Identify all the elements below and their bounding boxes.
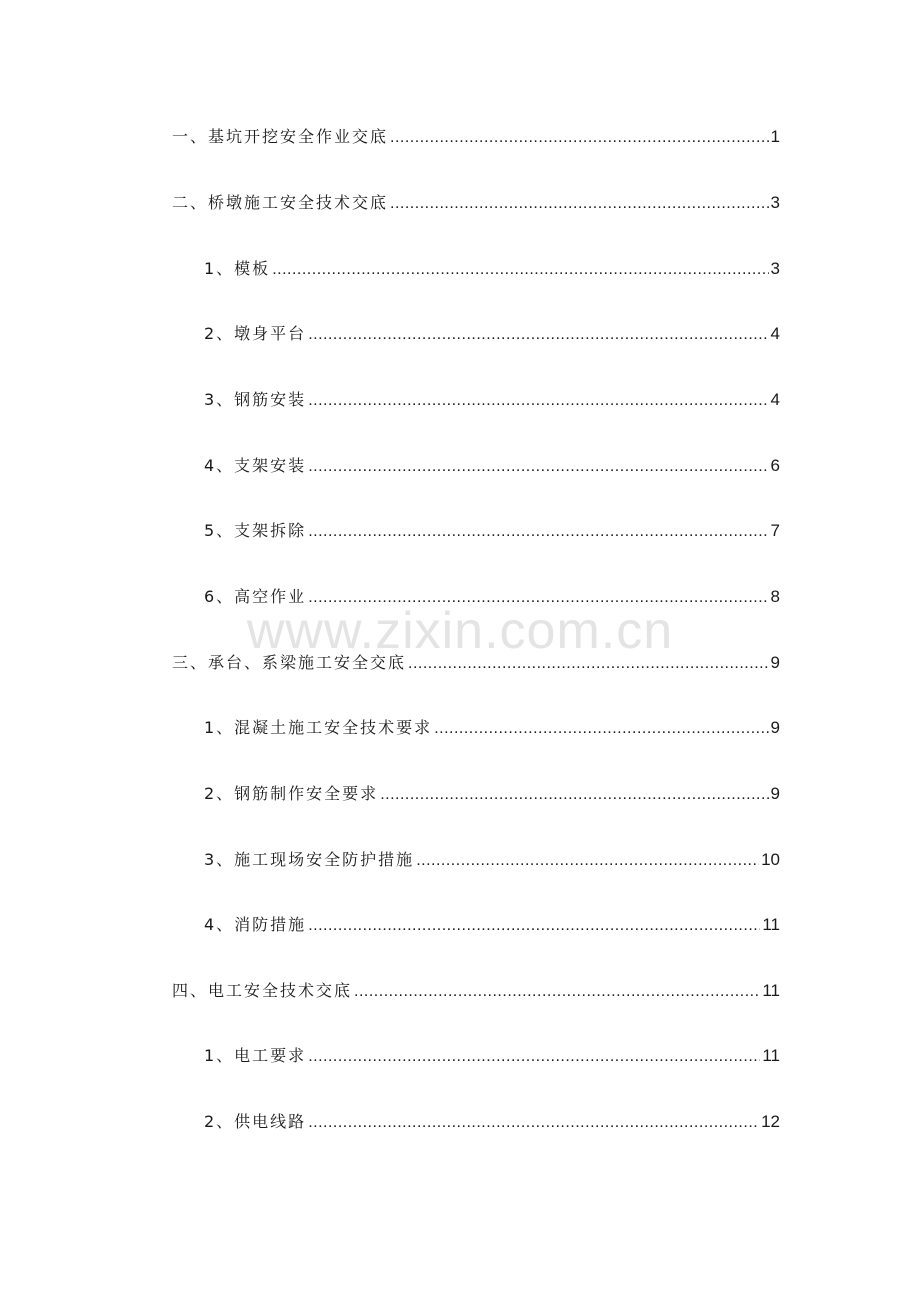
toc-page-number: 6 — [770, 456, 780, 475]
toc-page-number: 9 — [770, 718, 780, 737]
toc-page-number: 3 — [770, 193, 780, 212]
toc-entry-label: 四、电工安全技术交底 — [172, 981, 353, 1000]
toc-page-number: 9 — [770, 653, 780, 672]
toc-page-number: 7 — [770, 521, 780, 540]
toc-entry-section-1[interactable] — [172, 123, 780, 151]
toc-entry-label: 一、基坑开挖安全作业交底 — [172, 127, 389, 146]
dot-leader — [272, 256, 768, 284]
toc-entry-subsection[interactable] — [204, 714, 780, 742]
toc-page-number: 11 — [762, 981, 780, 1000]
dot-leader — [308, 912, 760, 940]
toc-page-number: 11 — [762, 1046, 780, 1065]
toc-page-number: 1 — [770, 127, 780, 146]
dot-leader — [354, 978, 760, 1006]
toc-entry-label: 4、消防措施 — [204, 915, 307, 934]
toc-page-number: 11 — [762, 915, 780, 934]
toc-page-number: 9 — [770, 784, 780, 803]
watermark: www.zixin.com.cn — [246, 602, 674, 660]
toc-entry-label: 1、模板 — [204, 259, 271, 278]
toc-entry-label: 二、桥墩施工安全技术交底 — [172, 193, 389, 212]
toc-entry-subsection[interactable] — [204, 386, 780, 414]
dot-leader — [390, 190, 769, 218]
toc-entry-subsection[interactable] — [204, 320, 780, 348]
toc-entry-subsection[interactable] — [204, 517, 780, 545]
dot-leader — [408, 650, 769, 678]
toc-entry-label: 2、供电线路 — [204, 1112, 307, 1131]
toc-entry-label: 2、钢筋制作安全要求 — [204, 784, 379, 803]
dot-leader — [390, 124, 769, 152]
dot-leader — [308, 453, 768, 481]
dot-leader — [416, 847, 759, 875]
toc-entry-section-4[interactable] — [172, 977, 780, 1005]
toc-entry-subsection[interactable] — [204, 911, 780, 939]
toc-entry-label: 3、钢筋安装 — [204, 390, 307, 409]
dot-leader — [308, 1109, 759, 1137]
dot-leader — [308, 1043, 760, 1071]
toc-entry-subsection[interactable] — [204, 1108, 780, 1136]
toc-page-number: 10 — [761, 850, 780, 869]
toc-entry-label: 5、支架拆除 — [204, 521, 307, 540]
dot-leader — [308, 584, 768, 612]
toc-page-number: 4 — [770, 390, 780, 409]
toc-entry-section-3[interactable] — [172, 649, 780, 677]
toc-entry-subsection[interactable] — [204, 846, 780, 874]
toc-page-number: 4 — [770, 324, 780, 343]
dot-leader — [308, 387, 768, 415]
toc-entry-label: 1、电工要求 — [204, 1046, 307, 1065]
toc-entry-label: 1、混凝土施工安全技术要求 — [204, 718, 433, 737]
toc-page-number: 3 — [770, 259, 780, 278]
dot-leader — [380, 781, 768, 809]
toc-entry-subsection[interactable] — [204, 255, 780, 283]
toc-entry-label: 3、施工现场安全防护措施 — [204, 850, 415, 869]
toc-page-number: 12 — [761, 1112, 780, 1131]
toc-entry-subsection[interactable] — [204, 583, 780, 611]
toc-entry-subsection[interactable] — [204, 780, 780, 808]
dot-leader — [308, 518, 768, 546]
dot-leader — [434, 715, 768, 743]
toc-entry-label: 2、墩身平台 — [204, 324, 307, 343]
toc-page-number: 8 — [770, 587, 780, 606]
dot-leader — [308, 321, 768, 349]
toc-entry-subsection[interactable] — [204, 1042, 780, 1070]
toc-entry-section-2[interactable] — [172, 189, 780, 217]
toc-entry-label: 6、高空作业 — [204, 587, 307, 606]
toc-entry-label: 4、支架安装 — [204, 456, 307, 475]
toc-entry-label: 三、承台、系梁施工安全交底 — [172, 653, 407, 672]
toc-entry-subsection[interactable] — [204, 452, 780, 480]
